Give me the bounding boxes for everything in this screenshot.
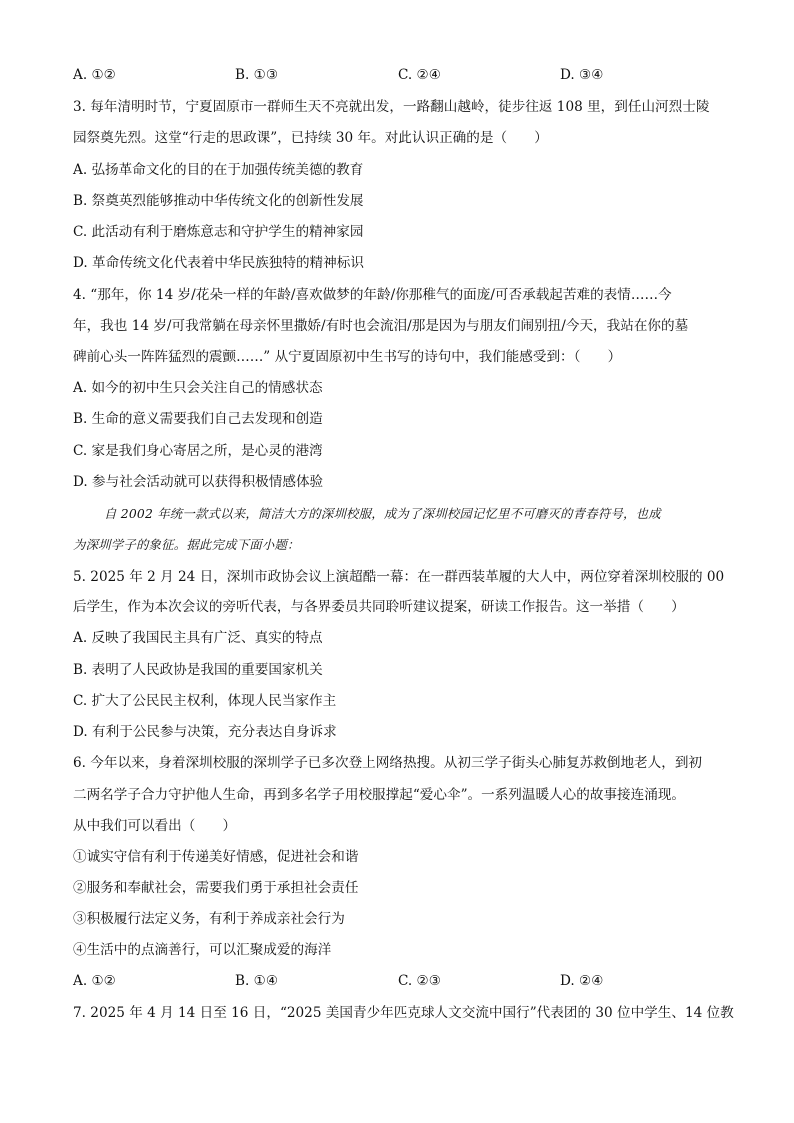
q3-option-d[interactable]: D. 革命传统文化代表着中华民族独特的精神标识	[73, 255, 364, 271]
q2-option-d[interactable]: D. ③④	[560, 67, 604, 83]
q5-stem-line-1: 5. 2025 年 2 月 24 日，深圳市政协会议上演超酷一幕：在一群西装革履的大人中，两位穿着深圳校服的 00	[73, 569, 725, 585]
q6-option-a[interactable]: A. ①②	[73, 973, 116, 989]
q4-stem-line-1: 4. “那年，你 14 岁/花朵一样的年龄/喜欢做梦的年龄/你那稚气的面庞/可否承载起苦难的表情……今	[73, 287, 672, 303]
q6-stem-line-2: 二两名学子合力守护他人生命，再到多名学子用校服撑起“爱心伞”。一系列温暖人心的故事接连涌现。	[73, 787, 686, 803]
q3-option-a[interactable]: A. 弘扬革命文化的目的在于加强传统美德的教育	[73, 162, 364, 178]
q6-statement-1: ①诚实守信有利于传递美好情感，促进社会和谐	[73, 849, 359, 865]
q3-option-b[interactable]: B. 祭奠英烈能够推动中华传统文化的创新性发展	[73, 193, 364, 209]
q6-option-d[interactable]: D. ②④	[560, 973, 604, 989]
q2-option-b[interactable]: B. ①③	[235, 67, 279, 83]
q6-option-c[interactable]: C. ②③	[398, 973, 441, 989]
passage-intro-line-2: 为深圳学子的象征。据此完成下面小题：	[73, 537, 300, 552]
q5-option-d[interactable]: D. 有利于公民参与决策，充分表达自身诉求	[73, 724, 337, 740]
passage-intro-line-1: 自 2002 年统一款式以来，简洁大方的深圳校服，成为了深圳校园记忆里不可磨灭的青春符号，也成	[104, 506, 661, 521]
q4-option-c[interactable]: C. 家是我们身心寄居之所，是心灵的港湾	[73, 443, 323, 459]
q4-option-d[interactable]: D. 参与社会活动就可以获得积极情感体验	[73, 474, 324, 490]
q4-stem-line-3: 碑前心头一阵阵猛烈的震颤……” 从宁夏固原初中生书写的诗句中，我们能感受到：（ ）	[73, 349, 622, 365]
q5-option-a[interactable]: A. 反映了我国民主具有广泛、真实的特点	[73, 630, 323, 646]
q4-option-a[interactable]: A. 如今的初中生只会关注自己的情感状态	[73, 380, 323, 396]
q3-option-c[interactable]: C. 此活动有利于磨炼意志和守护学生的精神家园	[73, 224, 364, 240]
q3-stem-line-2: 园祭奠先烈。这堂“行走的思政课”，已持续 30 年。对此认识正确的是（ ）	[73, 130, 548, 146]
q5-option-c[interactable]: C. 扩大了公民民主权利，体现人民当家作主	[73, 693, 337, 709]
q2-option-c[interactable]: C. ②④	[398, 67, 441, 83]
q2-option-a[interactable]: A. ①②	[73, 67, 116, 83]
q4-stem-line-2: 年，我也 14 岁/可我常躺在母亲怀里撒娇/有时也会流泪/那是因为与朋友们闹别扭/今天，我站在你的墓	[73, 318, 689, 334]
q3-stem-line-1: 3. 每年清明时节，宁夏固原市一群师生天不亮就出发，一路翻山越岭，徒步往返 108 里，到任山河烈士陵	[73, 99, 710, 115]
q5-option-b[interactable]: B. 表明了人民政协是我国的重要国家机关	[73, 662, 323, 678]
q6-statement-3: ③积极履行法定义务，有利于养成亲社会行为	[73, 911, 345, 927]
q6-option-b[interactable]: B. ①④	[235, 973, 279, 989]
q6-statement-2: ②服务和奉献社会，需要我们勇于承担社会责任	[73, 880, 359, 896]
q7-stem-line-1: 7. 2025 年 4 月 14 日至 16 日，“2025 美国青少年匹克球人文交流中国行”代表团的 30 位中学生、14 位教	[73, 1005, 734, 1021]
q5-stem-line-2: 后学生，作为本次会议的旁听代表，与各界委员共同聆听建议提案，研读工作报告。这一举措（ ）	[73, 599, 685, 615]
q6-stem-line-3: 从中我们可以看出（ ）	[73, 818, 237, 834]
q6-stem-line-1: 6. 今年以来，身着深圳校服的深圳学子已多次登上网络热搜。从初三学子街头心肺复苏救倒地老人，到初	[73, 755, 703, 771]
q4-option-b[interactable]: B. 生命的意义需要我们自己去发现和创造	[73, 411, 323, 427]
q6-statement-4: ④生活中的点滴善行，可以汇聚成爱的海洋	[73, 942, 332, 958]
